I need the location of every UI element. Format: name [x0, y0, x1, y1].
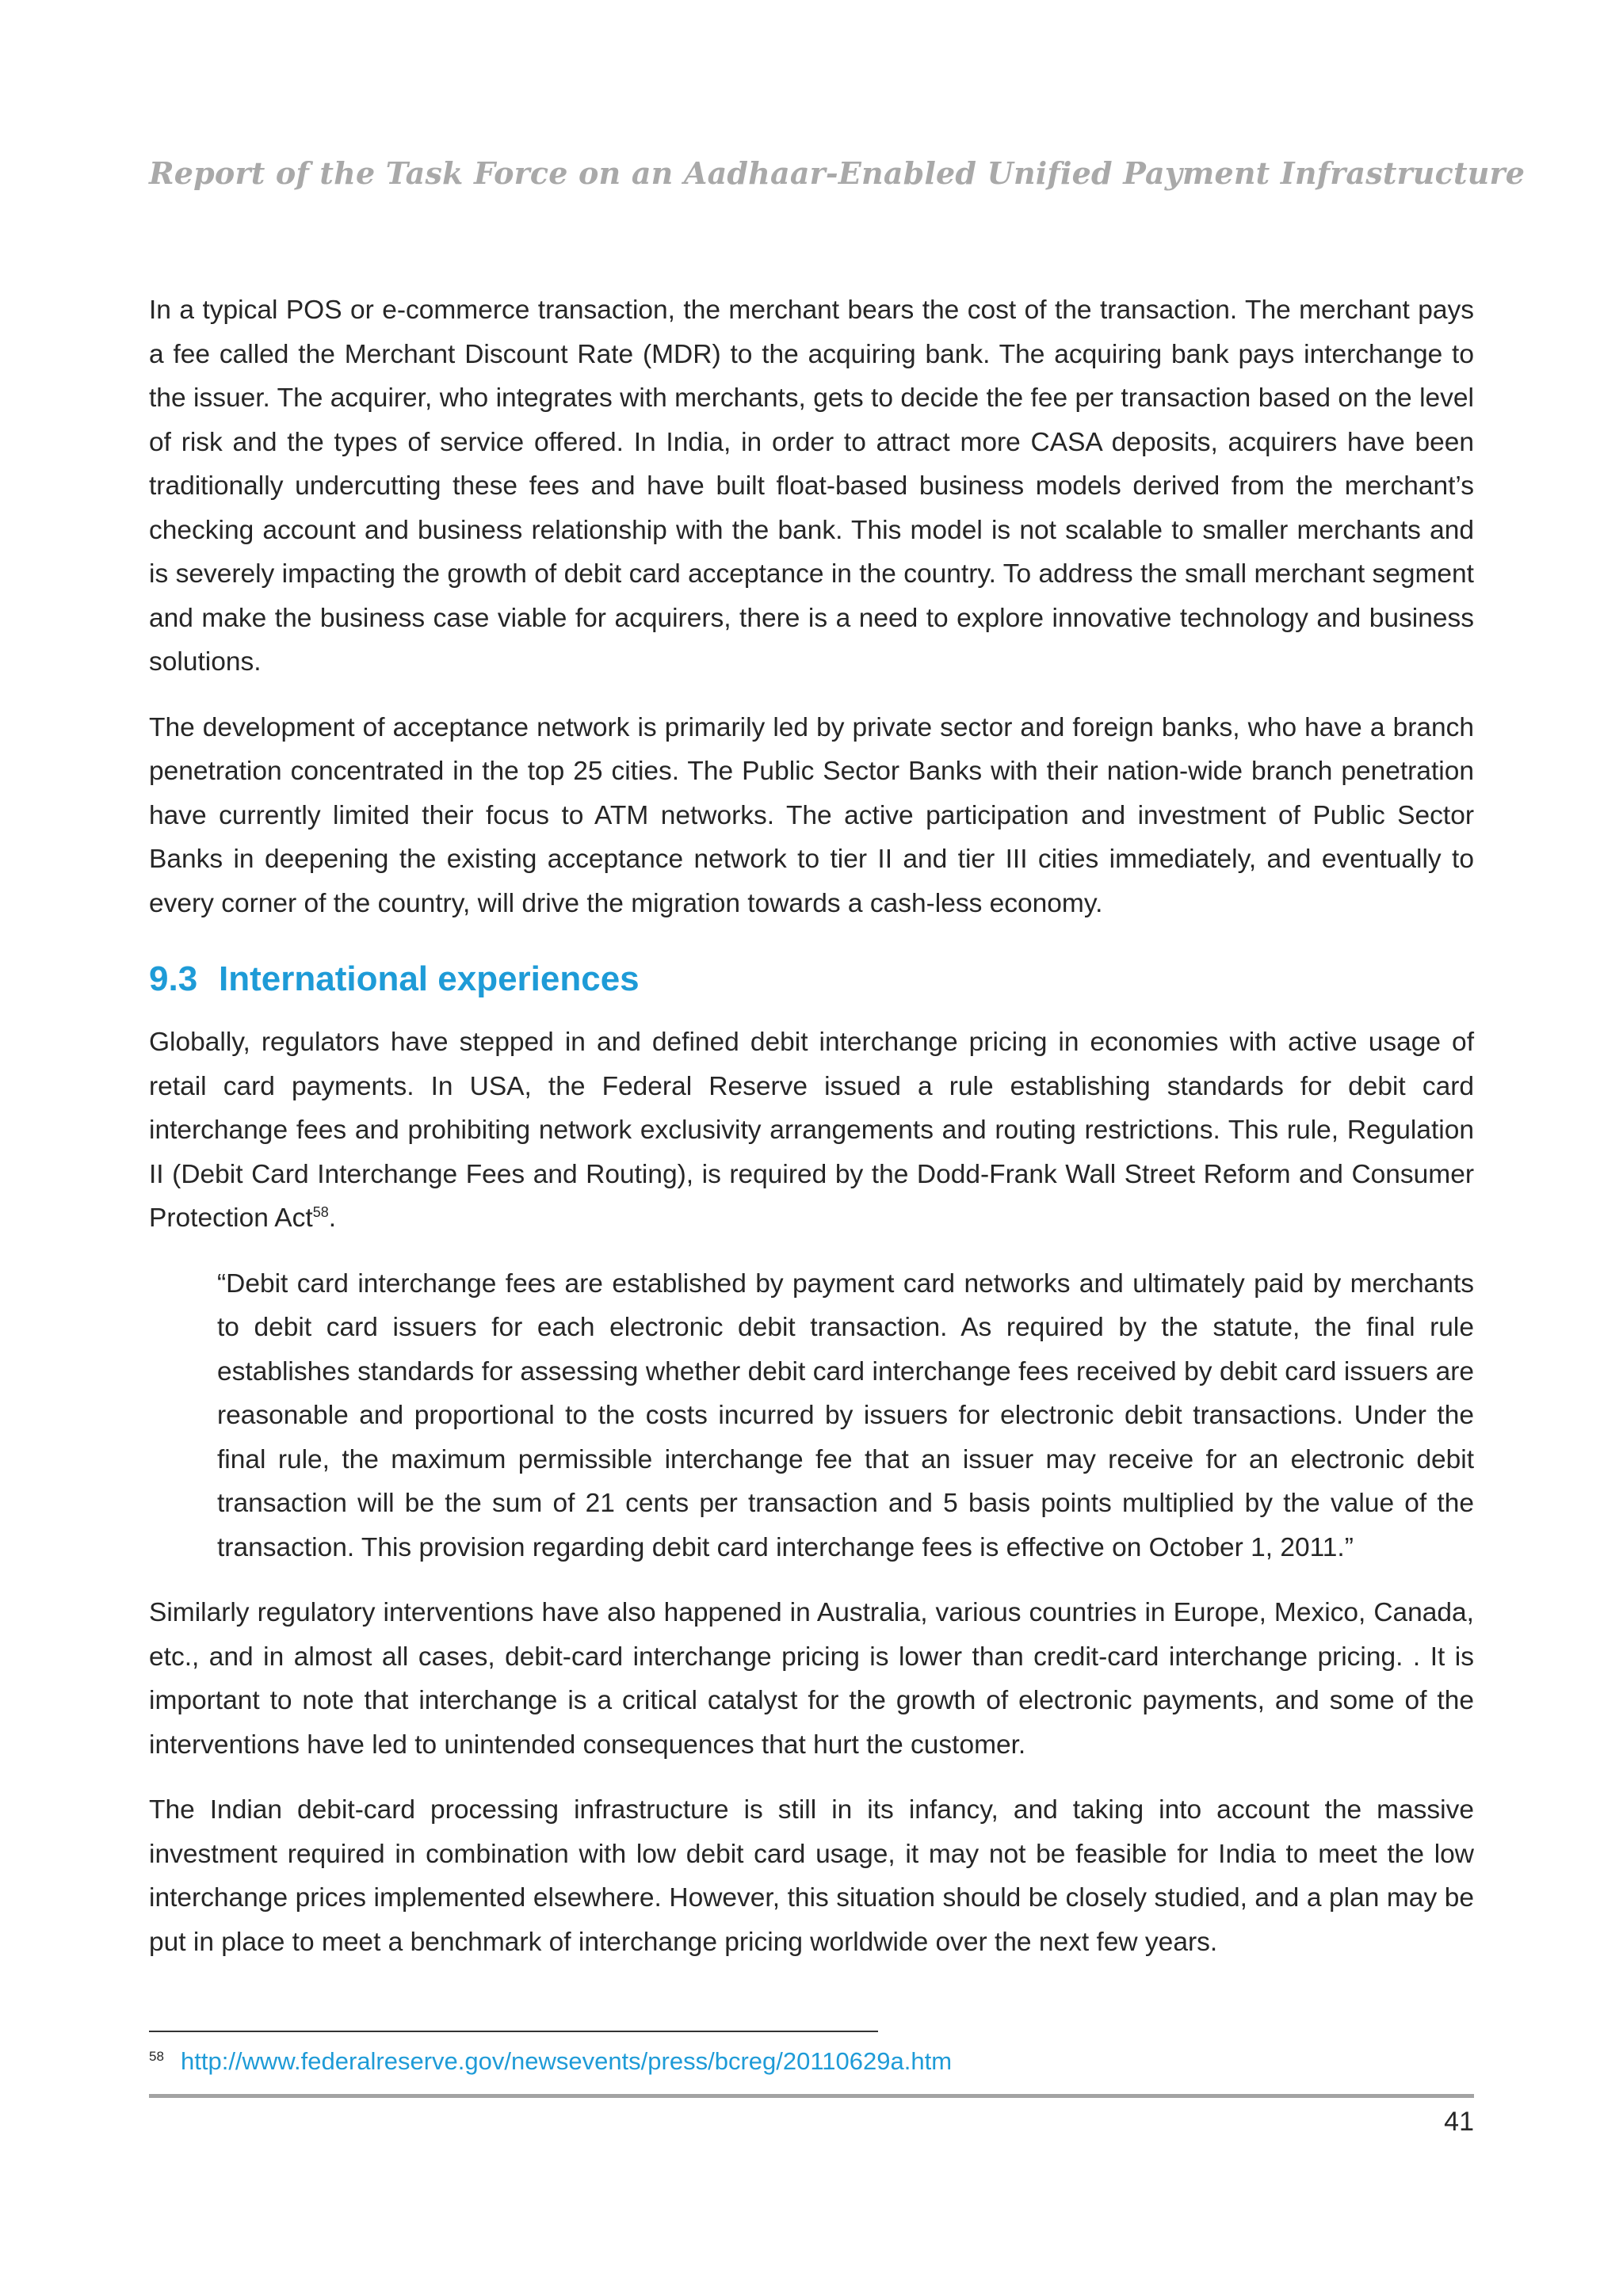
paragraph-global-regulation-text: Globally, regulators have stepped in and defined debit interchange pricing in economies with active usage of retail card payments. In USA, the Federal Reserve issued a rule establishing standards for debit card interchange fees and prohibiting network exclusivity arrangements and routing restrictions. This rule, Regulation II (Debit Card Interchange Fees and Routing), is required by the Dodd-Frank Wall Street Reform and Consumer Protection Act [149, 1028, 1474, 1233]
footnote-divider [149, 2031, 878, 2032]
footnote-link[interactable]: http://www.federalreserve.gov/newsevents/press/bcreg/20110629a.htm [181, 2047, 953, 2075]
paragraph-global-regulation [149, 1020, 1474, 1241]
paragraph-other-countries: Similarly regulatory interventions have also happened in Australia, various countries in Europe, Mexico, Canada, etc., and in almost all cases, debit-card interchange pricing is lower than credit-card interchange pricing. . It is important to note that interchange is a critical catalyst for the growth of electronic payments, and some of the interventions have led to unintended consequences that hurt the customer. [149, 1598, 1474, 1760]
paragraph-merchant-discount-rate: In a typical POS or e-commerce transaction, the merchant bears the cost of the transaction. The merchant pays a fee called the Merchant Discount Rate (MDR) to the acquiring bank. The acquiring bank pays interchange to the issuer. The acquirer, who integrates with merchants, gets to decide the fee per transaction based on the level of risk and the types of service offered. In India, in order to attract more CASA deposits, acquirers have been traditionally undercutting these fees and have built float-based business models derived from the merchant’s checking account and business relationship with the bank. This model is not scalable to smaller merchants and is severely impacting the growth of debit card acceptance in the country. To address the small merchant segment and make the business case viable for acquirers, there is a need to explore innovative technology and business solutions. [149, 296, 1474, 677]
footnote-reference[interactable]: 58 [312, 1203, 329, 1220]
main-content [149, 288, 1474, 1985]
paragraph-acceptance-network: The development of acceptance network is primarily led by private sector and foreign banks, who have a branch penetration concentrated in the top 25 cities. The Public Sector Banks with their nation-wide branch penetration have currently limited their focus to ATM networks. The active participation and investment of Public Sector Banks in deepening the existing acceptance network to tier II and tier III cities immediately, and eventually to every corner of the country, will drive the migration towards a cash-less economy. [149, 712, 1474, 918]
paragraph-indian-infrastructure: The Indian debit-card processing infrastructure is still in its infancy, and taking into account the massive investment required in combination with low debit card usage, it may not be feasible for India to meet the low interchange prices implemented elsewhere. However, this situation should be closely studied, and a plan may be put in place to meet a benchmark of interchange pricing worldwide over the next few years. [149, 1795, 1474, 1957]
running-header: Report of the Task Force on an Aadhaar-Enabled Unified Payment Infrastructure [149, 155, 1526, 191]
section-title: International experiences [219, 959, 640, 998]
block-quote: “Debit card interchange fees are established by payment card networks and ultimately paid by merchants to debit card issuers for each electronic debit transaction. As required by the statute, the final rule establishes standards for assessing whether debit card interchange fees received by debit card issuers are reasonable and proportional to the costs incurred by issuers for electronic debit transactions. Under the final rule, the maximum permissible interchange fee that an issuer may receive for an electronic debit transaction will be the sum of 21 cents per transaction and 5 basis points multiplied by the value of the transaction. This provision regarding debit card interchange fees is effective on October 1, 2011.” [217, 1268, 1474, 1562]
footer-divider [149, 2094, 1474, 2098]
footnote: 58 http://www.federalreserve.gov/newsevents/press/bcreg/20110629a.htm [149, 2047, 953, 2075]
paragraph-end-punctuation: . [328, 1203, 337, 1233]
page-number: 41 [1444, 2107, 1474, 2137]
section-number: 9.3 [149, 959, 198, 998]
section-heading [149, 955, 1474, 1003]
